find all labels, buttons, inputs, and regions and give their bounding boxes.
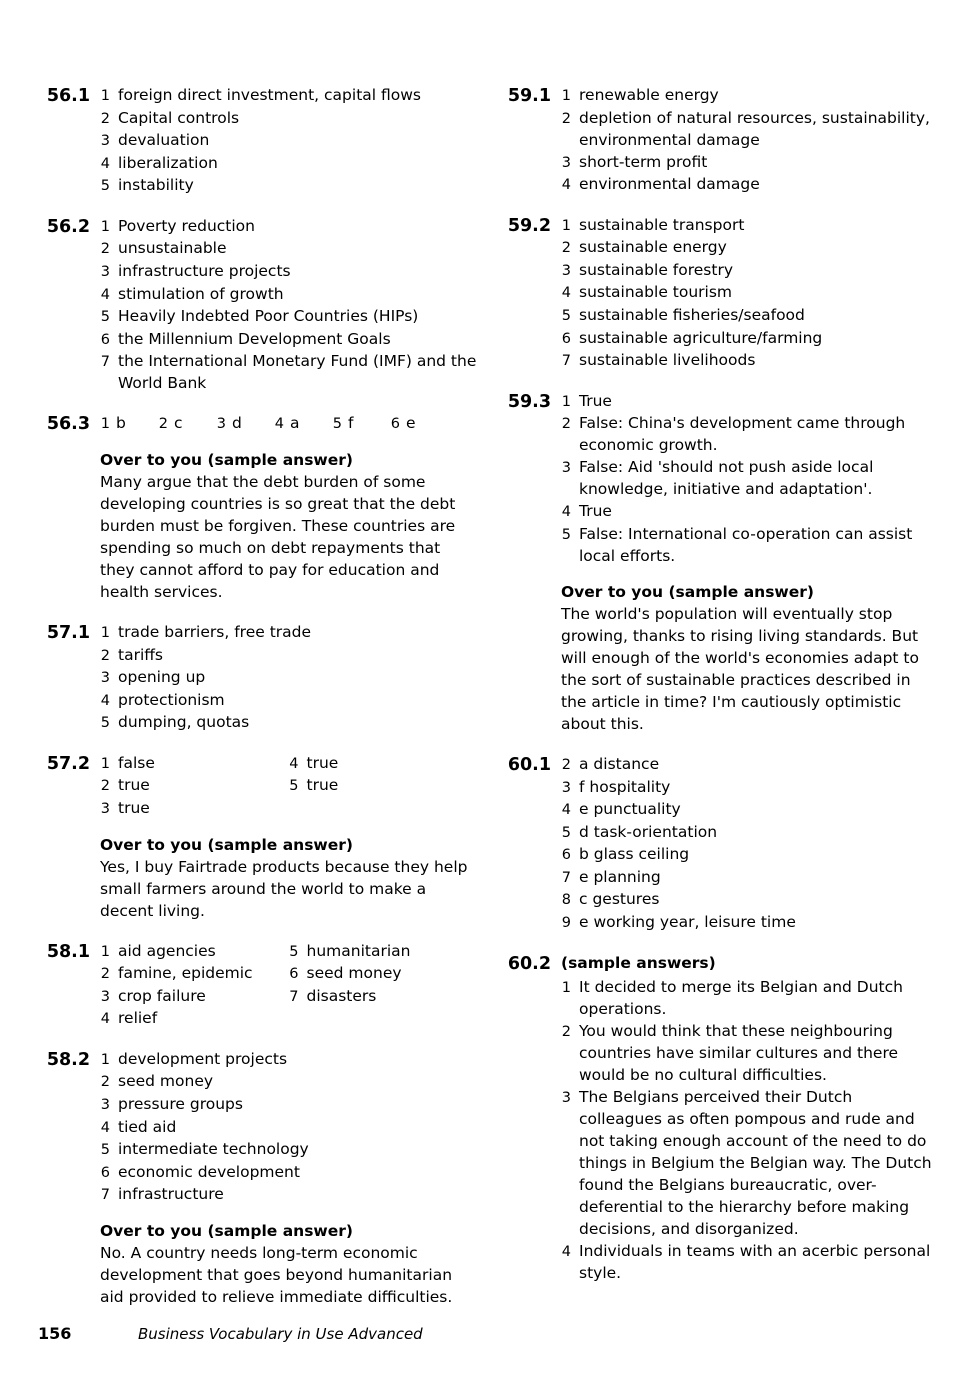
answer-item: [289, 962, 478, 985]
answer-text: liberalization: [118, 153, 218, 172]
over-to-you-text: Yes, I buy Fairtrade products because they help small farmers around the world to make a decent living.: [100, 857, 468, 920]
answer-text: renewable energy: [579, 86, 719, 104]
answer-text: stimulation of growth: [118, 284, 284, 303]
answer-text: protectionism: [118, 690, 225, 709]
over-to-you-text: The world's population will eventually stop growing, thanks to rising living standards. But will enough of the world's economies adapt to the sort of sustainable practices described in the article in time? I'm cautiously optimistic about this.: [561, 604, 919, 733]
answer-text: sustainable energy: [579, 238, 727, 257]
answer-number: 5: [561, 824, 571, 841]
exercise-number: 58.2: [46, 1049, 90, 1070]
answer-item: [561, 349, 938, 372]
answer-item: [100, 1116, 477, 1139]
answer-item: [100, 350, 477, 394]
answer-text: d task-orientation: [579, 822, 718, 841]
answer-text: e: [406, 414, 416, 433]
answer-text: Individuals in teams with an acerbic personal style.: [579, 1241, 931, 1282]
answer-number: 3: [216, 416, 226, 433]
answer-item: [561, 259, 938, 282]
answer-sublist-left: [100, 940, 289, 1030]
answer-item: [561, 281, 938, 304]
answer-text: aid agencies: [118, 941, 216, 960]
answer-text: tariffs: [118, 645, 164, 664]
exercise-answers: [561, 952, 938, 1284]
answer-text: seed money: [118, 1072, 214, 1091]
answer-item: [100, 1048, 477, 1071]
exercise-answers: [100, 621, 477, 734]
answer-number: 8: [561, 892, 571, 909]
answer-item: [100, 174, 477, 197]
answer-number: 5: [100, 1142, 110, 1159]
answer-sublist-right: [289, 940, 478, 1030]
over-to-you-heading: Over to you (sample answer): [561, 582, 814, 601]
exercise-block-56-1: [38, 84, 477, 197]
exercise-number: 59.2: [507, 215, 551, 236]
answer-number: 3: [100, 670, 110, 687]
answer-item: [561, 798, 938, 821]
answer-item: [100, 644, 477, 667]
answer-number: 4: [289, 755, 299, 772]
answer-item: [100, 962, 289, 985]
answer-number: 5: [561, 308, 571, 325]
answer-number: 3: [100, 264, 110, 281]
over-to-you-text: Many argue that the debt burden of some developing countries is so great that the debt burden must be forgiven. These countries are spending so much on debt repayments that they cannot afford to pay for education and health services.: [100, 472, 456, 601]
answer-text: devaluation: [118, 131, 210, 150]
exercise-answers: [100, 1048, 477, 1308]
answer-number: 3: [100, 133, 110, 150]
answer-number: 2: [561, 110, 571, 127]
answer-text: development projects: [118, 1049, 288, 1068]
answer-text: a: [290, 414, 300, 433]
answer-number: 1: [100, 1051, 110, 1068]
matching-pair: [158, 412, 216, 435]
answer-text: sustainable tourism: [579, 283, 733, 302]
answer-text: true: [118, 776, 150, 795]
answer-item: [100, 84, 477, 107]
exercise-answers: [561, 390, 938, 735]
exercise-block-57-2: [38, 752, 477, 922]
answer-item: [100, 328, 477, 351]
answer-item: [100, 985, 289, 1008]
answer-number: 5: [561, 526, 571, 543]
answer-item: [561, 236, 938, 259]
exercise-block-56-3: [38, 412, 477, 603]
answer-text: e punctuality: [579, 800, 681, 819]
answer-item: [561, 888, 938, 911]
answer-number: 2: [561, 756, 571, 773]
two-column-answer-list: [100, 752, 477, 820]
answer-number: 7: [561, 353, 571, 370]
answer-item: [561, 776, 938, 799]
answer-text: intermediate technology: [118, 1140, 309, 1159]
answer-number: 2: [100, 1074, 110, 1091]
answer-text: instability: [118, 176, 194, 195]
answer-number: 7: [289, 988, 299, 1005]
answer-item: [289, 752, 478, 775]
answer-item: [561, 456, 938, 500]
answer-item: [100, 1007, 289, 1030]
answer-text: foreign direct investment, capital flows: [118, 86, 421, 104]
answer-number: 1: [100, 943, 110, 960]
answer-item: [289, 940, 478, 963]
answer-number: 2: [100, 110, 110, 127]
matching-pair: [216, 412, 274, 435]
answer-number: 2: [100, 647, 110, 664]
over-to-you-section: [100, 1220, 477, 1308]
right-column: [499, 84, 938, 1326]
answer-text: tied aid: [118, 1117, 177, 1136]
answer-text: b glass ceiling: [579, 845, 690, 864]
exercise-block-57-1: [38, 621, 477, 734]
answer-item: [100, 1138, 477, 1161]
matching-answers: [100, 412, 477, 435]
answer-text: disasters: [306, 986, 377, 1005]
page-footer: [38, 1324, 938, 1343]
answer-text: seed money: [306, 964, 402, 983]
answer-number: 1: [561, 979, 571, 996]
answer-number: 4: [561, 802, 571, 819]
answer-text: True: [579, 502, 612, 521]
answer-text: sustainable agriculture/farming: [579, 328, 823, 347]
answer-number: 2: [100, 778, 110, 795]
answer-text: False: Aid 'should not push aside local knowledge, initiative and adaptation'.: [579, 458, 874, 499]
answer-item: [100, 666, 477, 689]
exercise-number: 58.1: [46, 941, 90, 962]
answer-number: 3: [561, 460, 571, 477]
answer-text: f: [348, 414, 354, 433]
answer-number: 2: [100, 241, 110, 258]
over-to-you-text: No. A country needs long-term economic development that goes beyond humanitarian aid provided to relieve immediate difficulties.: [100, 1243, 453, 1306]
over-to-you-section: [561, 581, 938, 735]
page-number: 156: [38, 1324, 72, 1343]
over-to-you-section: [100, 449, 477, 603]
answer-text: humanitarian: [306, 941, 411, 960]
two-column-answer-list: [100, 940, 477, 1030]
answer-item: [100, 107, 477, 130]
answer-number: 2: [561, 416, 571, 433]
answer-number: 1: [561, 393, 571, 410]
answer-text: environmental damage: [579, 175, 760, 194]
answer-text: c: [174, 414, 183, 433]
answer-number: 5: [332, 416, 342, 433]
exercise-number: 57.1: [46, 622, 90, 643]
answer-number: 4: [561, 285, 571, 302]
answer-number: 7: [561, 869, 571, 886]
exercise-number: 56.1: [46, 86, 90, 106]
answer-number: 4: [100, 155, 110, 172]
answer-number: 5: [100, 309, 110, 326]
answer-text: famine, epidemic: [118, 964, 253, 983]
exercise-block-59-3: [499, 390, 938, 735]
answer-item: [100, 152, 477, 175]
answer-number: 2: [158, 416, 168, 433]
answer-number: 4: [561, 504, 571, 521]
answer-item: [100, 1093, 477, 1116]
answer-text: trade barriers, free trade: [118, 622, 312, 641]
two-column-layout: [38, 84, 938, 1326]
answer-item: [100, 1183, 477, 1206]
answer-number: 2: [100, 966, 110, 983]
answer-text: Heavily Indebted Poor Countries (HIPs): [118, 307, 419, 326]
answer-item: [100, 237, 477, 260]
answer-number: 4: [561, 177, 571, 194]
exercise-answers: [100, 940, 477, 1030]
answer-text: sustainable livelihoods: [579, 351, 756, 370]
answer-text: depletion of natural resources, sustainability, environmental damage: [579, 108, 930, 149]
matching-pair: [332, 412, 390, 435]
matching-pair: [390, 412, 448, 435]
answer-number: 4: [100, 1011, 110, 1028]
answer-text: true: [118, 798, 150, 817]
exercise-answers: [561, 214, 938, 372]
answer-text: True: [579, 391, 612, 410]
answer-text: d: [232, 414, 242, 433]
answer-item: [561, 304, 938, 327]
answer-number: 1: [100, 624, 110, 641]
answer-item: [561, 151, 938, 174]
answer-item: [100, 260, 477, 283]
answer-text: sustainable transport: [579, 215, 745, 234]
answer-item: [100, 1161, 477, 1184]
answer-item: [100, 689, 477, 712]
answer-number: 3: [561, 154, 571, 171]
answer-text: crop failure: [118, 986, 206, 1005]
answer-item: [561, 866, 938, 889]
answer-text: the International Monetary Fund (IMF) and the World Bank: [118, 352, 477, 393]
over-to-you-section: [100, 834, 477, 922]
answer-number: 6: [561, 330, 571, 347]
exercise-answers: [561, 84, 938, 196]
exercise-number: 56.2: [46, 216, 90, 237]
exercise-number: 60.2: [507, 953, 551, 974]
exercise-block-59-2: [499, 214, 938, 372]
exercise-answers: [100, 412, 477, 603]
exercise-answers: [100, 84, 477, 197]
answer-item: [561, 1240, 938, 1284]
answer-text: b: [116, 414, 126, 433]
answer-item: [100, 129, 477, 152]
exercise-answers: [100, 752, 477, 922]
answer-number: 5: [289, 778, 299, 795]
answer-number: 6: [289, 966, 299, 983]
exercise-block-60-2: [499, 952, 938, 1284]
answer-text: true: [306, 753, 339, 772]
answer-number: 4: [100, 1119, 110, 1136]
answer-item: [100, 940, 289, 963]
answer-number: 1: [100, 755, 110, 772]
answer-number: 2: [561, 1023, 571, 1040]
answer-text: The Belgians perceived their Dutch colleagues as often pompous and rude and not taking enough account of the need to do things in Belgium the Belgian way. The Dutch found the Belgians bureaucratic, over-deferential to the hierarchy before making decisions, and disorganized.: [579, 1087, 932, 1238]
answer-item: [561, 107, 938, 151]
answer-number: 6: [561, 847, 571, 864]
answer-sublist-left: [100, 752, 289, 820]
answer-item: [289, 774, 478, 797]
exercise-answers: [561, 753, 938, 934]
exercise-number: 60.1: [507, 754, 551, 775]
answer-item: [561, 214, 938, 237]
answer-sublist-right: [289, 752, 478, 820]
answer-item: [100, 1070, 477, 1093]
answer-text: pressure groups: [118, 1095, 243, 1114]
answer-item: [561, 390, 938, 413]
exercise-answers: [100, 215, 477, 394]
answer-item: [561, 84, 938, 107]
exercise-block-58-2: [38, 1048, 477, 1308]
over-to-you-heading: Over to you (sample answer): [100, 1221, 353, 1240]
answer-number: 4: [561, 1243, 571, 1260]
answer-number: 3: [100, 1097, 110, 1114]
answer-item: [561, 753, 938, 776]
answer-item: [561, 821, 938, 844]
answer-number: 9: [561, 914, 571, 931]
exercise-number: 57.2: [46, 753, 90, 774]
answer-text: c gestures: [579, 890, 660, 909]
over-to-you-heading: Over to you (sample answer): [100, 835, 353, 854]
answer-number: 1: [100, 88, 110, 104]
answer-text: False: International co-operation can assist local efforts.: [579, 524, 913, 565]
answer-number: 4: [274, 416, 284, 433]
answer-number: 3: [561, 262, 571, 279]
answer-item: [289, 985, 478, 1008]
answer-item: [100, 621, 477, 644]
answer-number: 6: [390, 416, 400, 433]
book-title: Business Vocabulary in Use Advanced: [138, 1325, 423, 1343]
answer-item: [561, 327, 938, 350]
answer-number: 7: [100, 354, 110, 371]
over-to-you-heading: Over to you (sample answer): [100, 450, 353, 469]
answer-item: [100, 752, 289, 775]
answer-number: 3: [100, 988, 110, 1005]
answer-item: [561, 1086, 938, 1240]
matching-pair: [274, 412, 332, 435]
exercise-block-56-2: [38, 215, 477, 394]
answer-item: [561, 500, 938, 523]
exercise-number: 59.3: [507, 391, 551, 412]
answer-text: sustainable fisheries/seafood: [579, 306, 805, 325]
answer-text: e working year, leisure time: [579, 912, 796, 931]
exercise-block-59-1: [499, 84, 938, 196]
answer-number: 5: [100, 178, 110, 195]
answer-number: 3: [561, 1089, 571, 1106]
answer-text: a distance: [579, 754, 660, 773]
answer-text: relief: [118, 1009, 158, 1028]
exercise-number: 59.1: [507, 86, 551, 106]
answer-text: false: [118, 753, 155, 772]
matching-pair: [100, 412, 158, 435]
answer-text: short-term profit: [579, 152, 708, 171]
answer-number: 6: [100, 1164, 110, 1181]
answer-number: 1: [561, 217, 571, 234]
answer-text: opening up: [118, 668, 206, 687]
answer-item: [561, 412, 938, 456]
answer-text: economic development: [118, 1162, 300, 1181]
answer-item: [100, 215, 477, 238]
answer-item: [100, 711, 477, 734]
answer-item: [561, 523, 938, 567]
answer-text: False: China's development came through economic growth.: [579, 414, 906, 455]
answer-item: [561, 1020, 938, 1086]
answer-text: f hospitality: [579, 777, 671, 796]
answer-item: [561, 976, 938, 1020]
answer-text: dumping, quotas: [118, 713, 250, 732]
answer-item: [561, 173, 938, 196]
answer-text: infrastructure: [118, 1185, 224, 1204]
answer-number: 5: [100, 715, 110, 732]
answer-number: 7: [100, 1187, 110, 1204]
answer-number: 2: [561, 240, 571, 257]
answer-item: [561, 911, 938, 934]
answer-text: sustainable forestry: [579, 260, 733, 279]
answer-text: true: [306, 776, 339, 795]
left-column: [38, 84, 477, 1326]
answer-item: [561, 843, 938, 866]
answer-number: 1: [561, 88, 571, 104]
answer-number: 1: [100, 416, 110, 433]
answer-item: [100, 305, 477, 328]
answer-text: You would think that these neighbouring countries have similar cultures and there would be no cultural difficulties.: [579, 1021, 899, 1084]
answer-item: [100, 797, 289, 820]
answer-number: 4: [100, 692, 110, 709]
answer-text: e planning: [579, 867, 661, 886]
answer-text: Capital controls: [118, 108, 240, 127]
answer-number: 6: [100, 331, 110, 348]
answer-item: [100, 283, 477, 306]
answer-number: 3: [100, 800, 110, 817]
sample-answers-heading: (sample answers): [561, 953, 716, 972]
answer-text: infrastructure projects: [118, 262, 291, 281]
answer-text: It decided to merge its Belgian and Dutch operations.: [579, 977, 903, 1018]
answer-text: Poverty reduction: [118, 216, 255, 235]
answer-item: [100, 774, 289, 797]
answer-text: unsustainable: [118, 239, 227, 258]
answer-number: 4: [100, 286, 110, 303]
answer-number: 5: [289, 943, 299, 960]
exercise-block-60-1: [499, 753, 938, 934]
answer-number: 1: [100, 218, 110, 235]
answer-number: 3: [561, 779, 571, 796]
exercise-number: 56.3: [46, 414, 90, 435]
answer-text: the Millennium Development Goals: [118, 329, 391, 348]
exercise-block-58-1: [38, 940, 477, 1030]
